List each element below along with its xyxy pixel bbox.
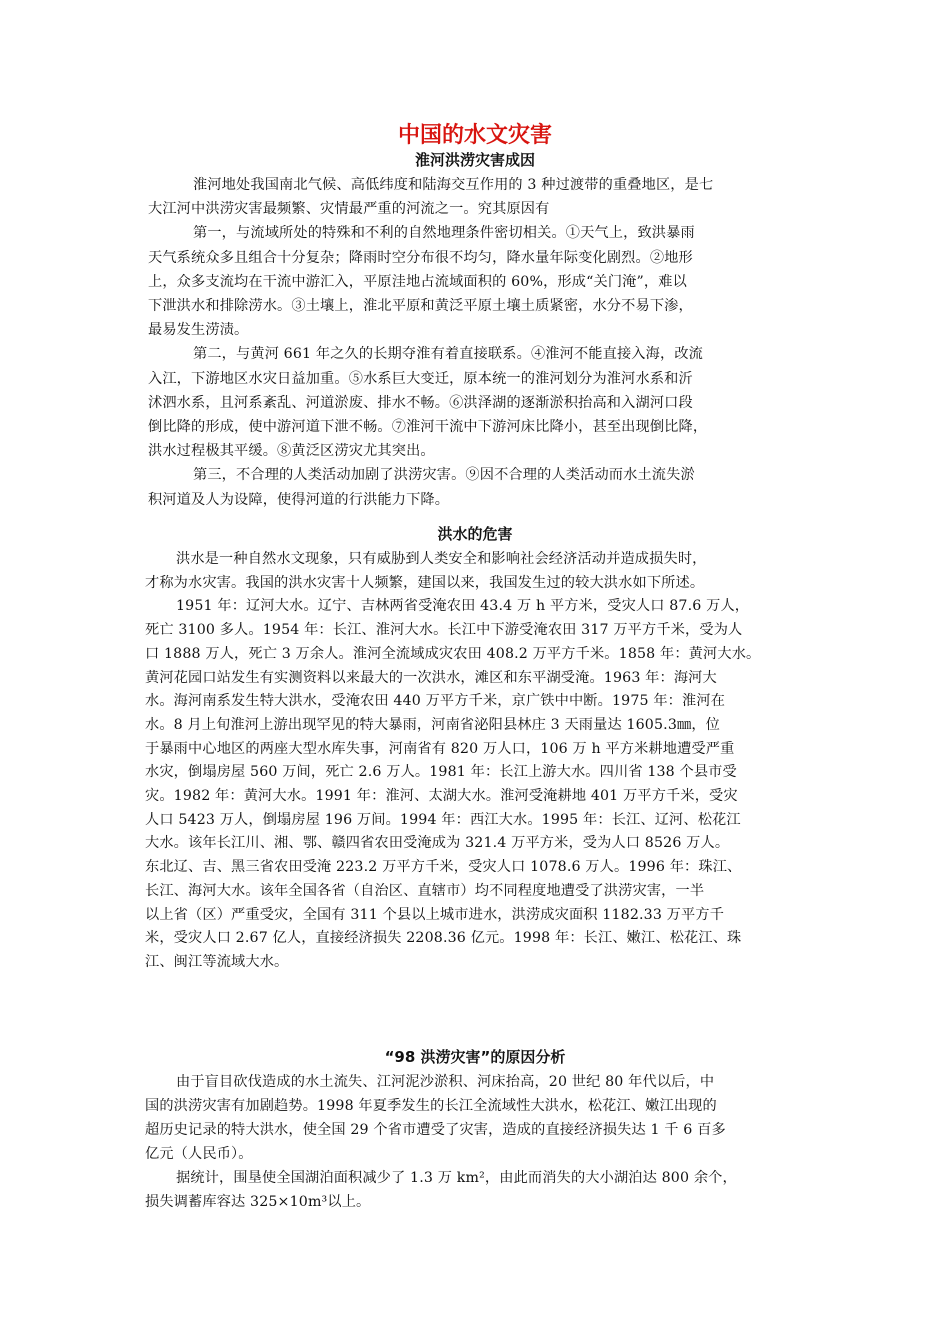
paragraph-line: 第一，与流域所处的特殊和不利的自然地理条件密切相关。①天气上，致洪暴雨 bbox=[193, 225, 695, 242]
paragraph-line: 第三，不合理的人类活动加剧了洪涝灾害。⑨因不合理的人类活动而水土流失淤 bbox=[193, 467, 695, 484]
paragraph-line: 洪水过程极其平缓。⑧黄泛区涝灾尤其突出。 bbox=[148, 443, 435, 460]
paragraph-line: 最易发生涝渍。 bbox=[148, 322, 249, 339]
paragraph-line: 水。8 月上旬淮河上游出现罕见的特大暴雨，河南省泌阳县林庄 3 天雨量达 1605.3㎜，位 bbox=[145, 716, 721, 733]
paragraph-line: 超历史记录的特大洪水，使全国 29 个省市遭受了灾害，造成的直接经济损失达 1 千 6 百多 bbox=[145, 1122, 726, 1138]
paragraph-line: 积河道及人为设障，使得河道的行洪能力下降。 bbox=[148, 491, 450, 508]
paragraph-line: 天气系统众多且组合十分复杂；降雨时空分布很不均匀，降水量年际变化剧烈。②地形 bbox=[148, 249, 693, 266]
section-heading-98-flood: “98 洪涝灾害”的原因分析 bbox=[384, 1048, 566, 1066]
paragraph-line: 大水。该年长江川、湘、鄂、赣四省农田受淹成为 321.4 万平方米，受为人口 8526 万人。 bbox=[145, 835, 730, 852]
paragraph-line: 以上省（区）严重受灾，全国有 311 个县以上城市进水，洪涝成灾面积 1182.33 万平方千 bbox=[145, 906, 725, 923]
paragraph-line: 洪水是一种自然水文现象，只有威胁到人类安全和影响社会经济活动并造成损失时， bbox=[176, 551, 707, 567]
paragraph-line: 死亡 3100 多人。1954 年：长江、淮河大水。长江中下游受淹农田 317 万平方千米，受为人 bbox=[145, 622, 743, 639]
paragraph-line: 水。海河南系发生特大洪水，受淹农田 440 万平方千米，京广铁中中断。1975 年：淮河在 bbox=[145, 693, 726, 710]
section-heading-huaihe: 淮河洪涝灾害成因 bbox=[414, 151, 535, 169]
paragraph-line: 入江，下游地区水灾日益加重。⑤水系巨大变迁，原本统一的淮河划分为淮河水系和沂 bbox=[148, 370, 693, 387]
paragraph-line: 亿元（人民币）。 bbox=[145, 1146, 253, 1162]
paragraph-line: 倒比降的形成，使中游河道下泄不畅。⑦淮河干流中下游河床比降小，甚至出现倒比降， bbox=[148, 419, 708, 435]
paragraph-line: 损失调蓄库容达 325×10m³以上。 bbox=[145, 1194, 371, 1210]
paragraph-line: 人口 5423 万人，倒塌房屋 196 万间。1994 年：西江大水。1995 年：长江、辽河、松花江 bbox=[145, 811, 741, 828]
paragraph-line: 淮河地处我国南北气候、高低纬度和陆海交互作用的 3 种过渡带的重叠地区，是七 bbox=[193, 177, 714, 193]
paragraph-line: 东北辽、吉、黑三省农田受淹 223.2 万平方千米，受灾人口 1078.6 万人。1996 年：珠江、 bbox=[145, 859, 742, 876]
section-heading-flood-harm: 洪水的危害 bbox=[437, 525, 513, 543]
paragraph-line: 口 1888 万人，死亡 3 万余人。淮河全流域成灾农田 408.2 万平方千米。1858 年：黄河大水。 bbox=[145, 645, 761, 662]
paragraph-line: 第二，与黄河 661 年之久的长期夺淮有着直接联系。④淮河不能直接入海，改流 bbox=[193, 346, 703, 363]
paragraph-line: 下泄洪水和排除涝水。③土壤上，淮北平原和黄泛平原土壤土质紧密，水分不易下渗， bbox=[148, 298, 693, 314]
document-title: 中国的水文灾害 bbox=[397, 123, 552, 148]
paragraph-line: 于暴雨中心地区的两座大型水库失事，河南省有 820 万人口，106 万 h 平方米耕地遭受严重 bbox=[145, 740, 735, 757]
paragraph-line: 长江、海河大水。该年全国各省（自治区、直辖市）均不同程度地遭受了洪涝灾害，一半 bbox=[145, 882, 705, 899]
paragraph-line: 沭泗水系，且河系紊乱、河道淤废、排水不畅。⑥洪泽湖的逐渐淤积抬高和入湖河口段 bbox=[148, 394, 693, 411]
paragraph-line: 黄河花园口站发生有实测资料以来最大的一次洪水，滩区和东平湖受淹。1963 年：海河大 bbox=[145, 669, 717, 686]
paragraph-line: 国的洪涝灾害有加剧趋势。1998 年夏季发生的长江全流域性大洪水，松花江、嫩江出现的 bbox=[145, 1098, 717, 1114]
paragraph-line: 大江河中洪涝灾害最频繁、灾情最严重的河流之一。究其原因有 bbox=[148, 201, 550, 218]
paragraph-line: 据统计，围垦使全国湖泊面积减少了 1.3 万 km²，由此而消失的大小湖泊达 800 余个， bbox=[176, 1170, 737, 1186]
paragraph-line: 江、闽江等流域大水。 bbox=[145, 953, 289, 970]
paragraph-line: 才称为水灾害。我国的洪水灾害十人频繁，建国以来，我国发生过的较大洪水如下所述。 bbox=[145, 574, 705, 591]
paragraph-line: 水灾，倒塌房屋 560 万间，死亡 2.6 万人。1981 年：长江上游大水。四川省 138 个县市受 bbox=[145, 764, 737, 781]
paragraph-line: 米，受灾人口 2.67 亿人，直接经济损失 2208.36 亿元。1998 年：长江、嫩江、松花江、珠 bbox=[145, 930, 742, 947]
paragraph-line: 上，众多支流均在干流中游汇入，平原洼地占流域面积的 60%，形成“关门淹”，难以 bbox=[148, 273, 687, 290]
paragraph-line: 1951 年：辽河大水。辽宁、吉林两省受淹农田 43.4 万 h 平方米，受灾人口 87.6 万人， bbox=[176, 598, 750, 615]
paragraph-line: 由于盲目砍伐造成的水土流失、江河泥沙淤积、河床抬高，20 世纪 80 年代以后，中 bbox=[176, 1074, 715, 1090]
paragraph-line: 灾。1982 年：黄河大水。1991 年：淮河、太湖大水。淮河受淹耕地 401 万平方千米，受灾 bbox=[145, 788, 738, 804]
